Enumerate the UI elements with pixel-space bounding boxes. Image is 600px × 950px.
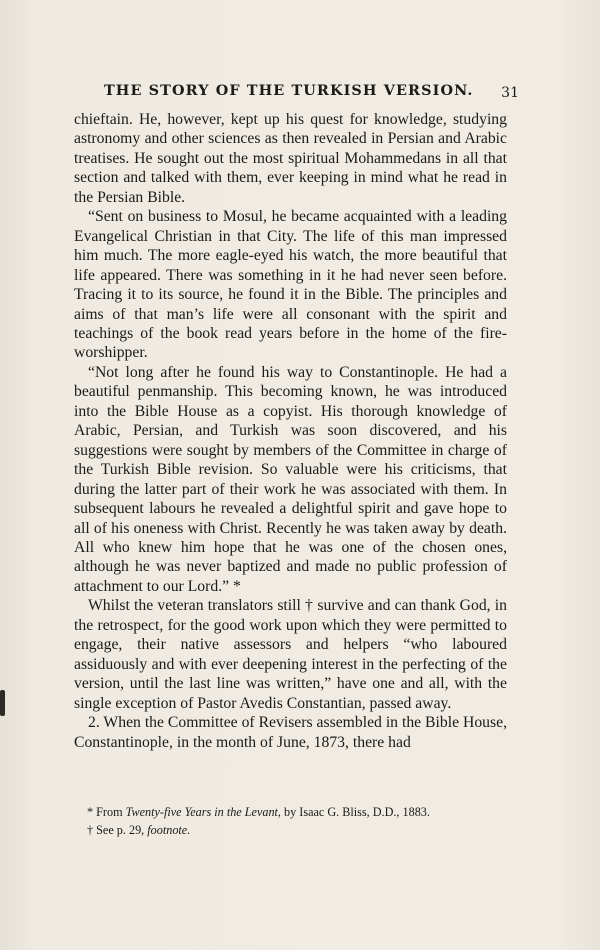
- paragraph-5: 2. When the Committee of Revisers assembled in the Bible House, Constantinople, in the month of June, 1873, there had: [74, 714, 507, 751]
- page-number: 31: [501, 85, 519, 101]
- footnote-2: [87, 821, 515, 839]
- footnote-1-marker: * From: [87, 805, 123, 819]
- footnotes: [87, 803, 515, 839]
- running-header: [104, 80, 519, 102]
- footnote-1-rest: by Isaac G. Bliss, D.D., 1883.: [284, 805, 430, 819]
- body-text: [74, 110, 507, 752]
- paragraph-1: chieftain. He, however, kept up his quest for knowledge, studying astronomy and other sciences as then revealed in Persian and Arabic treatises. He sought out the most spiritual Mohammedans in all that section and talked with them, ever keeping in mind what he read in the Persian Bible.: [74, 111, 507, 206]
- footnote-1: [87, 803, 515, 821]
- footnote-2-ref: footnote.: [147, 823, 191, 837]
- paragraph-3: “Not long after he found his way to Constantinople. He had a beautiful penmanship. This becoming known, he was introduced into the Bible House as a copyist. His thorough knowledge of Arabic, Persian, and Turkish was soon discovered, and his suggestions were sought by members of the Committee in charge of the Turkish Bible revision. So valuable were his criticisms, that during the latter part of their work he was associated with them. In subsequent labours he revealed a delightful spirit and gave hope to all of his oneness with Christ. Recently he was taken away by death. All who knew him hope that he was one of the chosen ones, although he was never baptized and made no public profession of attachment to our Lord.” *: [74, 363, 507, 595]
- footnote-2-marker: † See p. 29,: [87, 823, 145, 837]
- running-title: THE STORY OF THE TURKISH VERSION.: [104, 82, 474, 99]
- paragraph-2: “Sent on business to Mosul, he became acquainted with a leading Evangelical Christian in that City. The life of this man impressed him much. The more eagle-eyed his watch, the more beautiful that life appeared. There was something in it he had never seen before. Tracing it to its source, he found it in the Bible. The principles and aims of that man’s life were all consonant with the spirit and teachings of the book read years before in the home of the fire-worshipper.: [74, 208, 507, 362]
- footnote-1-title: Twenty-five Years in the Levant,: [125, 805, 281, 819]
- paragraph-4: Whilst the veteran translators still † survive and can thank God, in the retrospect, for the good work upon which they were permitted to engage, their native assessors and helpers “who laboured assiduously and with ever deepening interest in the perfecting of the version, until the last line was written,” have one and all, with the single exception of Pastor Avedis Constantian, passed away.: [74, 597, 507, 712]
- binding-stain: [0, 690, 5, 716]
